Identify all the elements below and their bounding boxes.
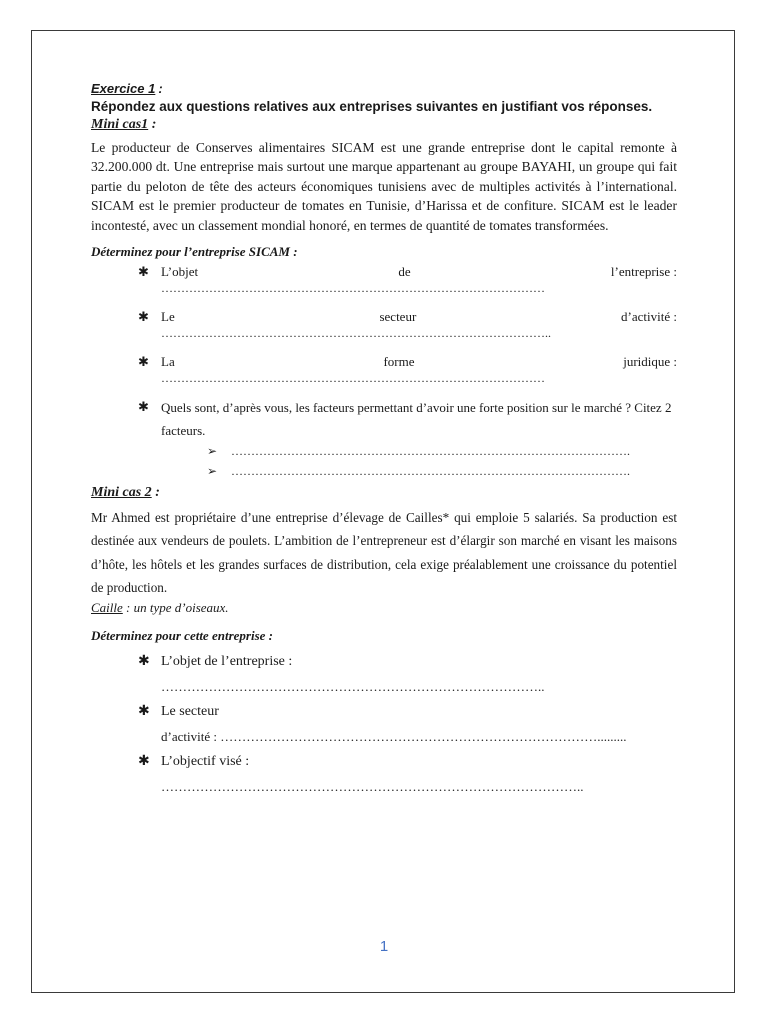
answer-line[interactable]: …………………………………………………………………………………….. (161, 326, 551, 341)
case2-title: Mini cas 2 : (91, 485, 160, 501)
factors-question: Quels sont, d’après vous, les facteurs permettant d’avoir une forte position sur le marché ? Citez 2 facteurs. (161, 400, 672, 439)
case2-question-list (91, 649, 677, 799)
case1-item-sector (91, 309, 677, 341)
case2-footnote: Caille : un type d’oiseaux. (91, 600, 229, 616)
item-word: juridique : (623, 354, 677, 370)
item-word: La (161, 354, 175, 370)
arrow-bullet-icon: ➢ (207, 444, 218, 459)
case1-item-object (91, 264, 677, 296)
case2-item-objective (91, 749, 677, 799)
exercise-instruction: Répondez aux questions relatives aux entreprises suivantes en justifiant vos réponses. (91, 99, 653, 114)
factor-line[interactable] (201, 442, 677, 462)
answer-line[interactable]: d’activité : ……………………………………………………………………………......... (161, 729, 627, 745)
exercise-title: Exercice 1 : (91, 81, 163, 96)
bullet-star-icon: ✱ (138, 309, 149, 325)
answer-line[interactable]: …………………………………………………………………………….. (161, 679, 545, 695)
case2-item-sector (91, 699, 677, 749)
item-label: L’objectif visé : (161, 754, 250, 770)
case1-question-list (91, 264, 677, 442)
item-word: L’objet (161, 264, 199, 280)
item-label: L’objet de l’entreprise : (161, 654, 293, 670)
item-label: Le secteur (161, 704, 219, 720)
document-body (91, 80, 677, 799)
answer-line[interactable]: …………………………………………………………………………………….. (161, 779, 584, 795)
factor-dots: ………………………………………………………………………………………. (231, 444, 630, 459)
item-word: d’activité : (621, 309, 677, 325)
bullet-star-icon: ✱ (138, 654, 150, 670)
case2-item-object (91, 649, 677, 699)
item-word: Le (161, 309, 175, 325)
item-word: l’entreprise : (610, 264, 677, 280)
arrow-bullet-icon: ➢ (207, 463, 218, 478)
answer-line[interactable]: …………………………………………………………………………………… (161, 371, 545, 386)
factor-line[interactable] (201, 462, 677, 482)
page-number: 1 (379, 938, 389, 955)
item-word: secteur (379, 309, 417, 325)
case2-question-heading: Déterminez pour cette entreprise : (91, 628, 273, 644)
case2-paragraph: Mr Ahmed est propriétaire d’une entreprise d’élevage de Cailles* qui emploie 5 salariés. Sa production est destinée aux vendeurs de poulets. L’ambition de l’entrepreneur est d’élargir son marché en visant les maisons d’hôte, les hôtels et les grandes surfaces de distribution, cela exige préalablement une croissance du potentiel de production. (91, 510, 677, 595)
factor-dots: ………………………………………………………………………………………. (231, 463, 630, 478)
case1-paragraph: Le producteur de Conserves alimentaires SICAM est une grande entreprise dont le capital remonte à 32.200.000 dt. Une entreprise mais surtout une marque appartenant au groupe BAYAHI, un groupe qui fait partie du peloton de tête des acteurs économiques tunisiens avec de multiples activités à l’international. SICAM est le premier producteur de tomates en Tunisie, d’Harissa et de confiture. SICAM est le leader incontesté, avec un classement mondial honoré, en termes de quantité de tomates transformées. (91, 140, 677, 233)
case1-question-heading: Déterminez pour l’entreprise SICAM : (91, 244, 298, 260)
bullet-star-icon: ✱ (138, 399, 149, 415)
bullet-star-icon: ✱ (138, 354, 149, 370)
item-word: forme (383, 354, 415, 370)
case1-title: Mini cas1 : (91, 117, 157, 132)
bullet-star-icon: ✱ (138, 264, 149, 280)
case1-item-factors (91, 396, 677, 442)
case1-item-legal-form (91, 354, 677, 386)
bullet-star-icon: ✱ (138, 704, 150, 720)
answer-line[interactable]: …………………………………………………………………………………… (161, 281, 545, 296)
bullet-star-icon: ✱ (138, 754, 150, 770)
factor-answer-list (91, 442, 677, 481)
item-word: de (398, 264, 411, 280)
